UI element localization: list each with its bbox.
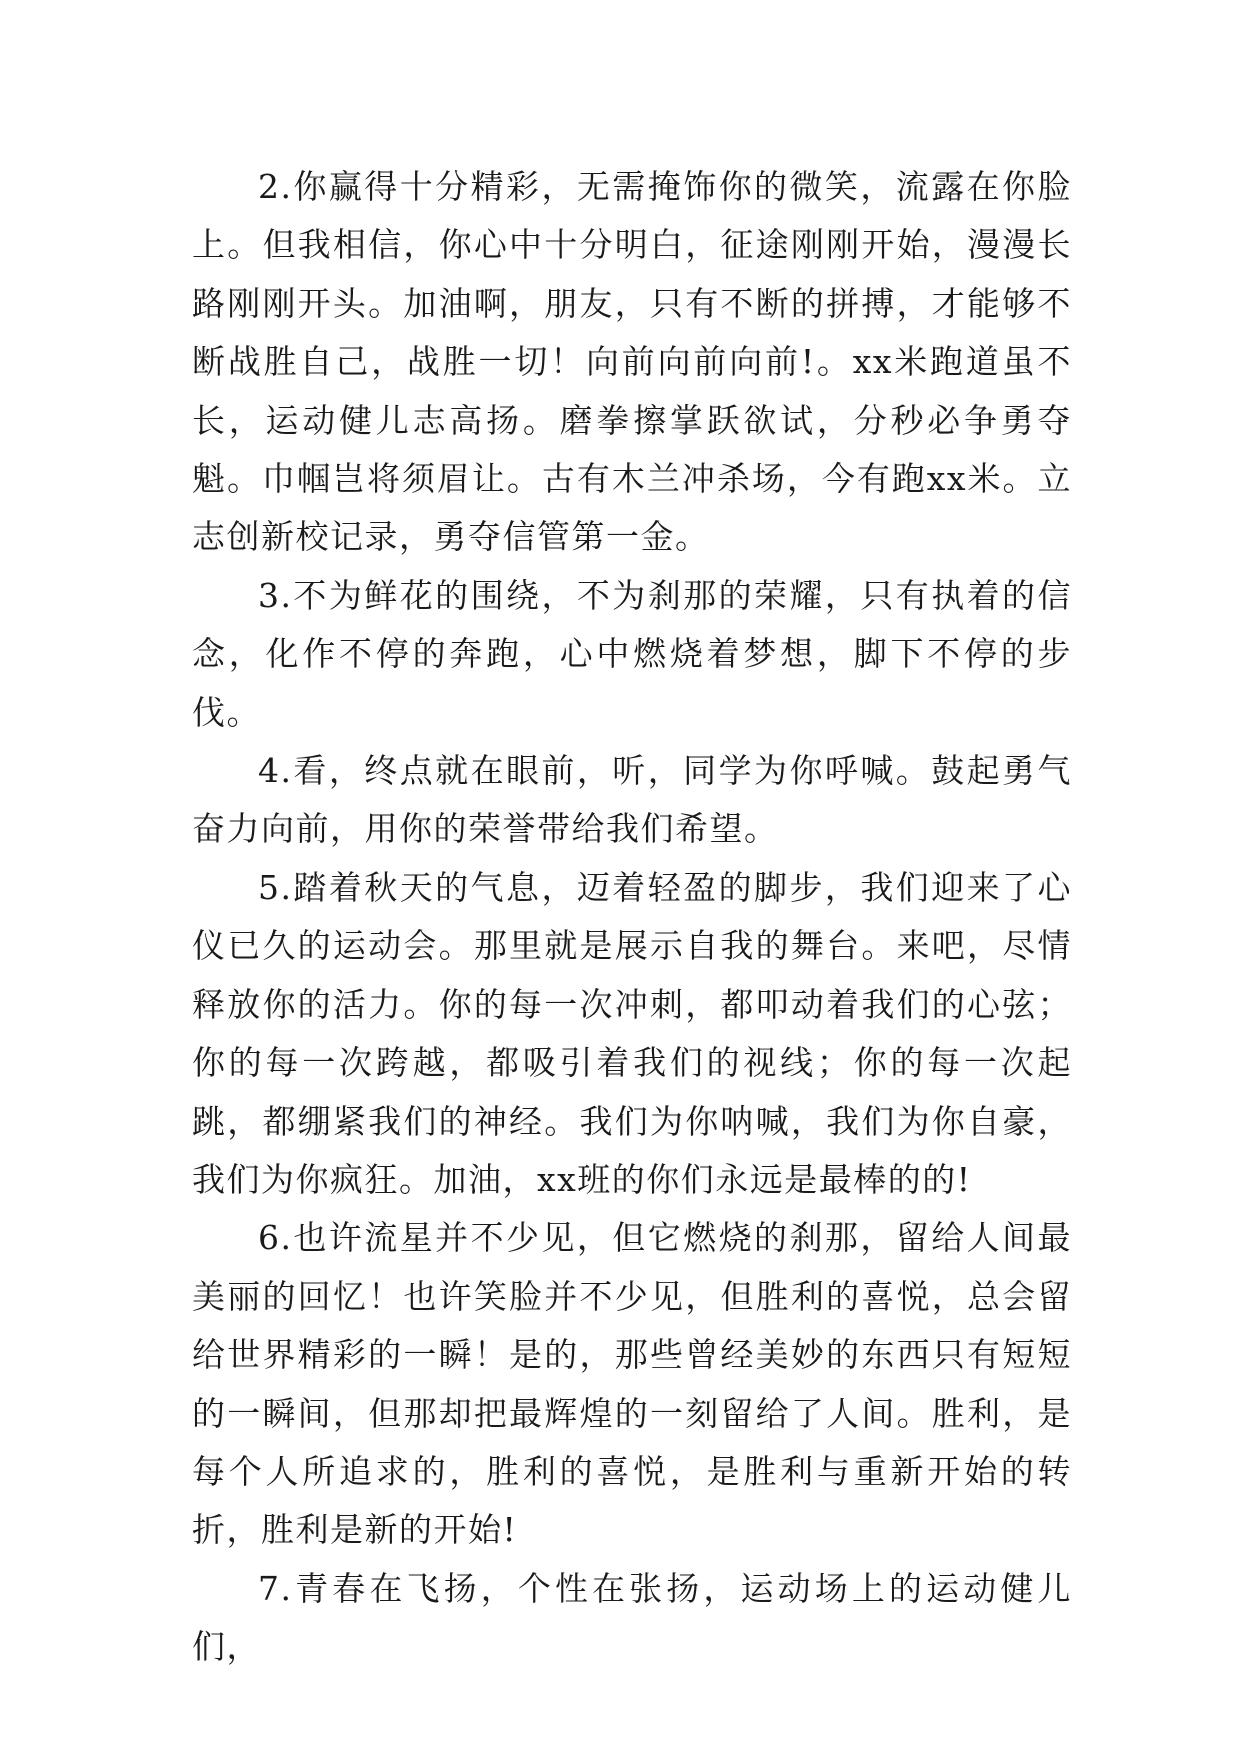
- paragraph-6: 6.也许流星并不少见，但它燃烧的刹那，留给人间最美丽的回忆！也许笑脸并不少见，但胜利的喜悦，总会留给世界精彩的一瞬！是的，那些曾经美妙的东西只有短短的一瞬间，但那却把最辉煌的一刻留给了人间。胜利，是每个人所追求的，胜利的喜悦，是胜利与重新开始的转折，胜利是新的开始!: [192, 1218, 1072, 1550]
- paragraph-7: 7.青春在飞扬，个性在张扬，运动场上的运动健儿们，: [192, 1568, 1072, 1667]
- paragraph-4: 4.看，终点就在眼前，听，同学为你呼喊。鼓起勇气奋力向前，用你的荣誉带给我们希望。: [192, 751, 1072, 849]
- paragraph-2: 2.你赢得十分精彩，无需掩饰你的微笑，流露在你脸上。但我相信，你心中十分明白，征途刚刚开始，漫漫长路刚刚开头。加油啊，朋友，只有不断的拼搏，才能够不断战胜自己，战胜一切！向前向前向前!。xx米跑道虽不长，运动健儿志高扬。磨拳擦掌跃欲试，分秒必争勇夺魁。巾帼岂将须眉让。古有木兰冲杀场，今有跑xx米。立志创新校记录，勇夺信管第一金。: [192, 167, 1072, 557]
- paragraph-3: 3.不为鲜花的围绕，不为刹那的荣耀，只有执着的信念，化作不停的奔跑，心中燃烧着梦想，脚下不停的步伐。: [192, 575, 1072, 732]
- paragraph-5: 5.踏着秋天的气息，迈着轻盈的脚步，我们迎来了心仪已久的运动会。那里就是展示自我的舞台。来吧，尽情释放你的活力。你的每一次冲刺，都叩动着我们的心弦；你的每一次跨越，都吸引着我们的视线；你的每一次起跳，都绷紧我们的神经。我们为你呐喊，我们为你自豪，我们为你疯狂。加油，xx班的你们永远是最棒的的!: [192, 867, 1072, 1199]
- document-body: [192, 158, 1072, 1677]
